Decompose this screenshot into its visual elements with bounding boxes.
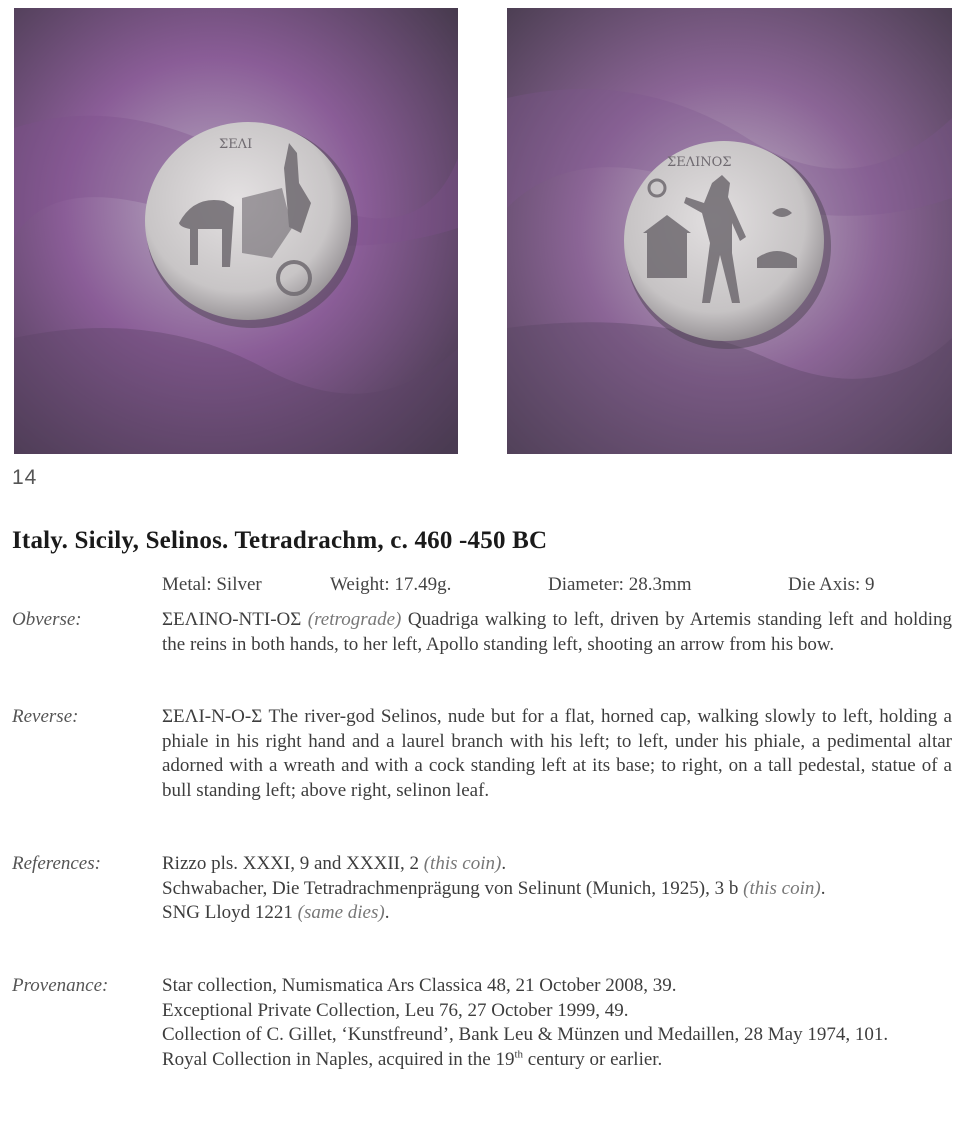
provenance-label: Provenance: [12,975,109,996]
provenance-item: Collection of C. Gillet, ‘Kunstfreund’, Bank Leu & Münzen und Medaillen, 28 May 1974, 101. [162,1024,889,1045]
lot-title: Italy. Sicily, Selinos. Tetradrachm, c. 460 -450 BC [12,527,548,554]
svg-text:ΣΕΛΙΝΟΣ: ΣΕΛΙΝΟΣ [667,155,732,170]
provenance-item: Royal Collection in Naples, acquired in the 19th century or earlier. [162,1048,663,1070]
spec-die-axis: Die Axis: 9 [788,574,875,595]
coin-photo-obverse [14,8,458,454]
svg-text:ΣΕΛΙ: ΣΕΛΙ [219,137,253,152]
provenance-item: Star collection, Numismatica Ars Classica 48, 21 October 2008, 39. [162,975,677,996]
reverse-description: ΣΕΛΙ-Ν-Ο-Σ The river-god Selinos, nude but for a flat, horned cap, walking slowly to left, holding a phiale in his right hand and a laurel branch with his left; to left, under his phiale, a pedimental altar adorned with a wreath and with a cock standing left at its base; to right, on a tall pedestal, statue of a bull standing left; above right, selinon leaf. [162,706,952,801]
provenance-list [162,974,952,1072]
reverse-label: Reverse: [12,706,79,727]
coin-photo-reverse [507,8,952,454]
reference-item: SNG Lloyd 1221 (same dies). [162,902,390,923]
references-section [12,852,952,926]
references-label: References: [12,853,101,874]
provenance-section [12,974,952,1072]
lot-number: 14 [12,466,38,489]
spec-metal: Metal: Silver [162,574,262,595]
obverse-note: (retrograde) [307,609,402,630]
references-list [162,852,952,926]
reference-item: Schwabacher, Die Tetradrachmenprägung von Selinunt (Munich, 1925), 3 b (this coin). [162,877,826,899]
reverse-section [12,705,952,803]
spec-weight: Weight: 17.49g. [330,574,452,595]
obverse-text: Quadriga walking to left, driven by Artemis standing left and holding the reins in both hands, to her left, Apollo standing left, shooting an arrow from his bow. [162,609,953,655]
reference-item: Rizzo pls. XXXI, 9 and XXXII, 2 (this coin). [162,853,507,874]
obverse-description [162,608,952,657]
spec-diameter: Diameter: 28.3mm [548,574,692,595]
obverse-section [12,608,952,657]
provenance-item: Exceptional Private Collection, Leu 76, 27 October 1999, 49. [162,999,629,1021]
obverse-legend: ΣΕΛΙΝΟ-ΝΤΙ-ΟΣ [162,609,302,630]
obverse-label: Obverse: [12,609,82,630]
